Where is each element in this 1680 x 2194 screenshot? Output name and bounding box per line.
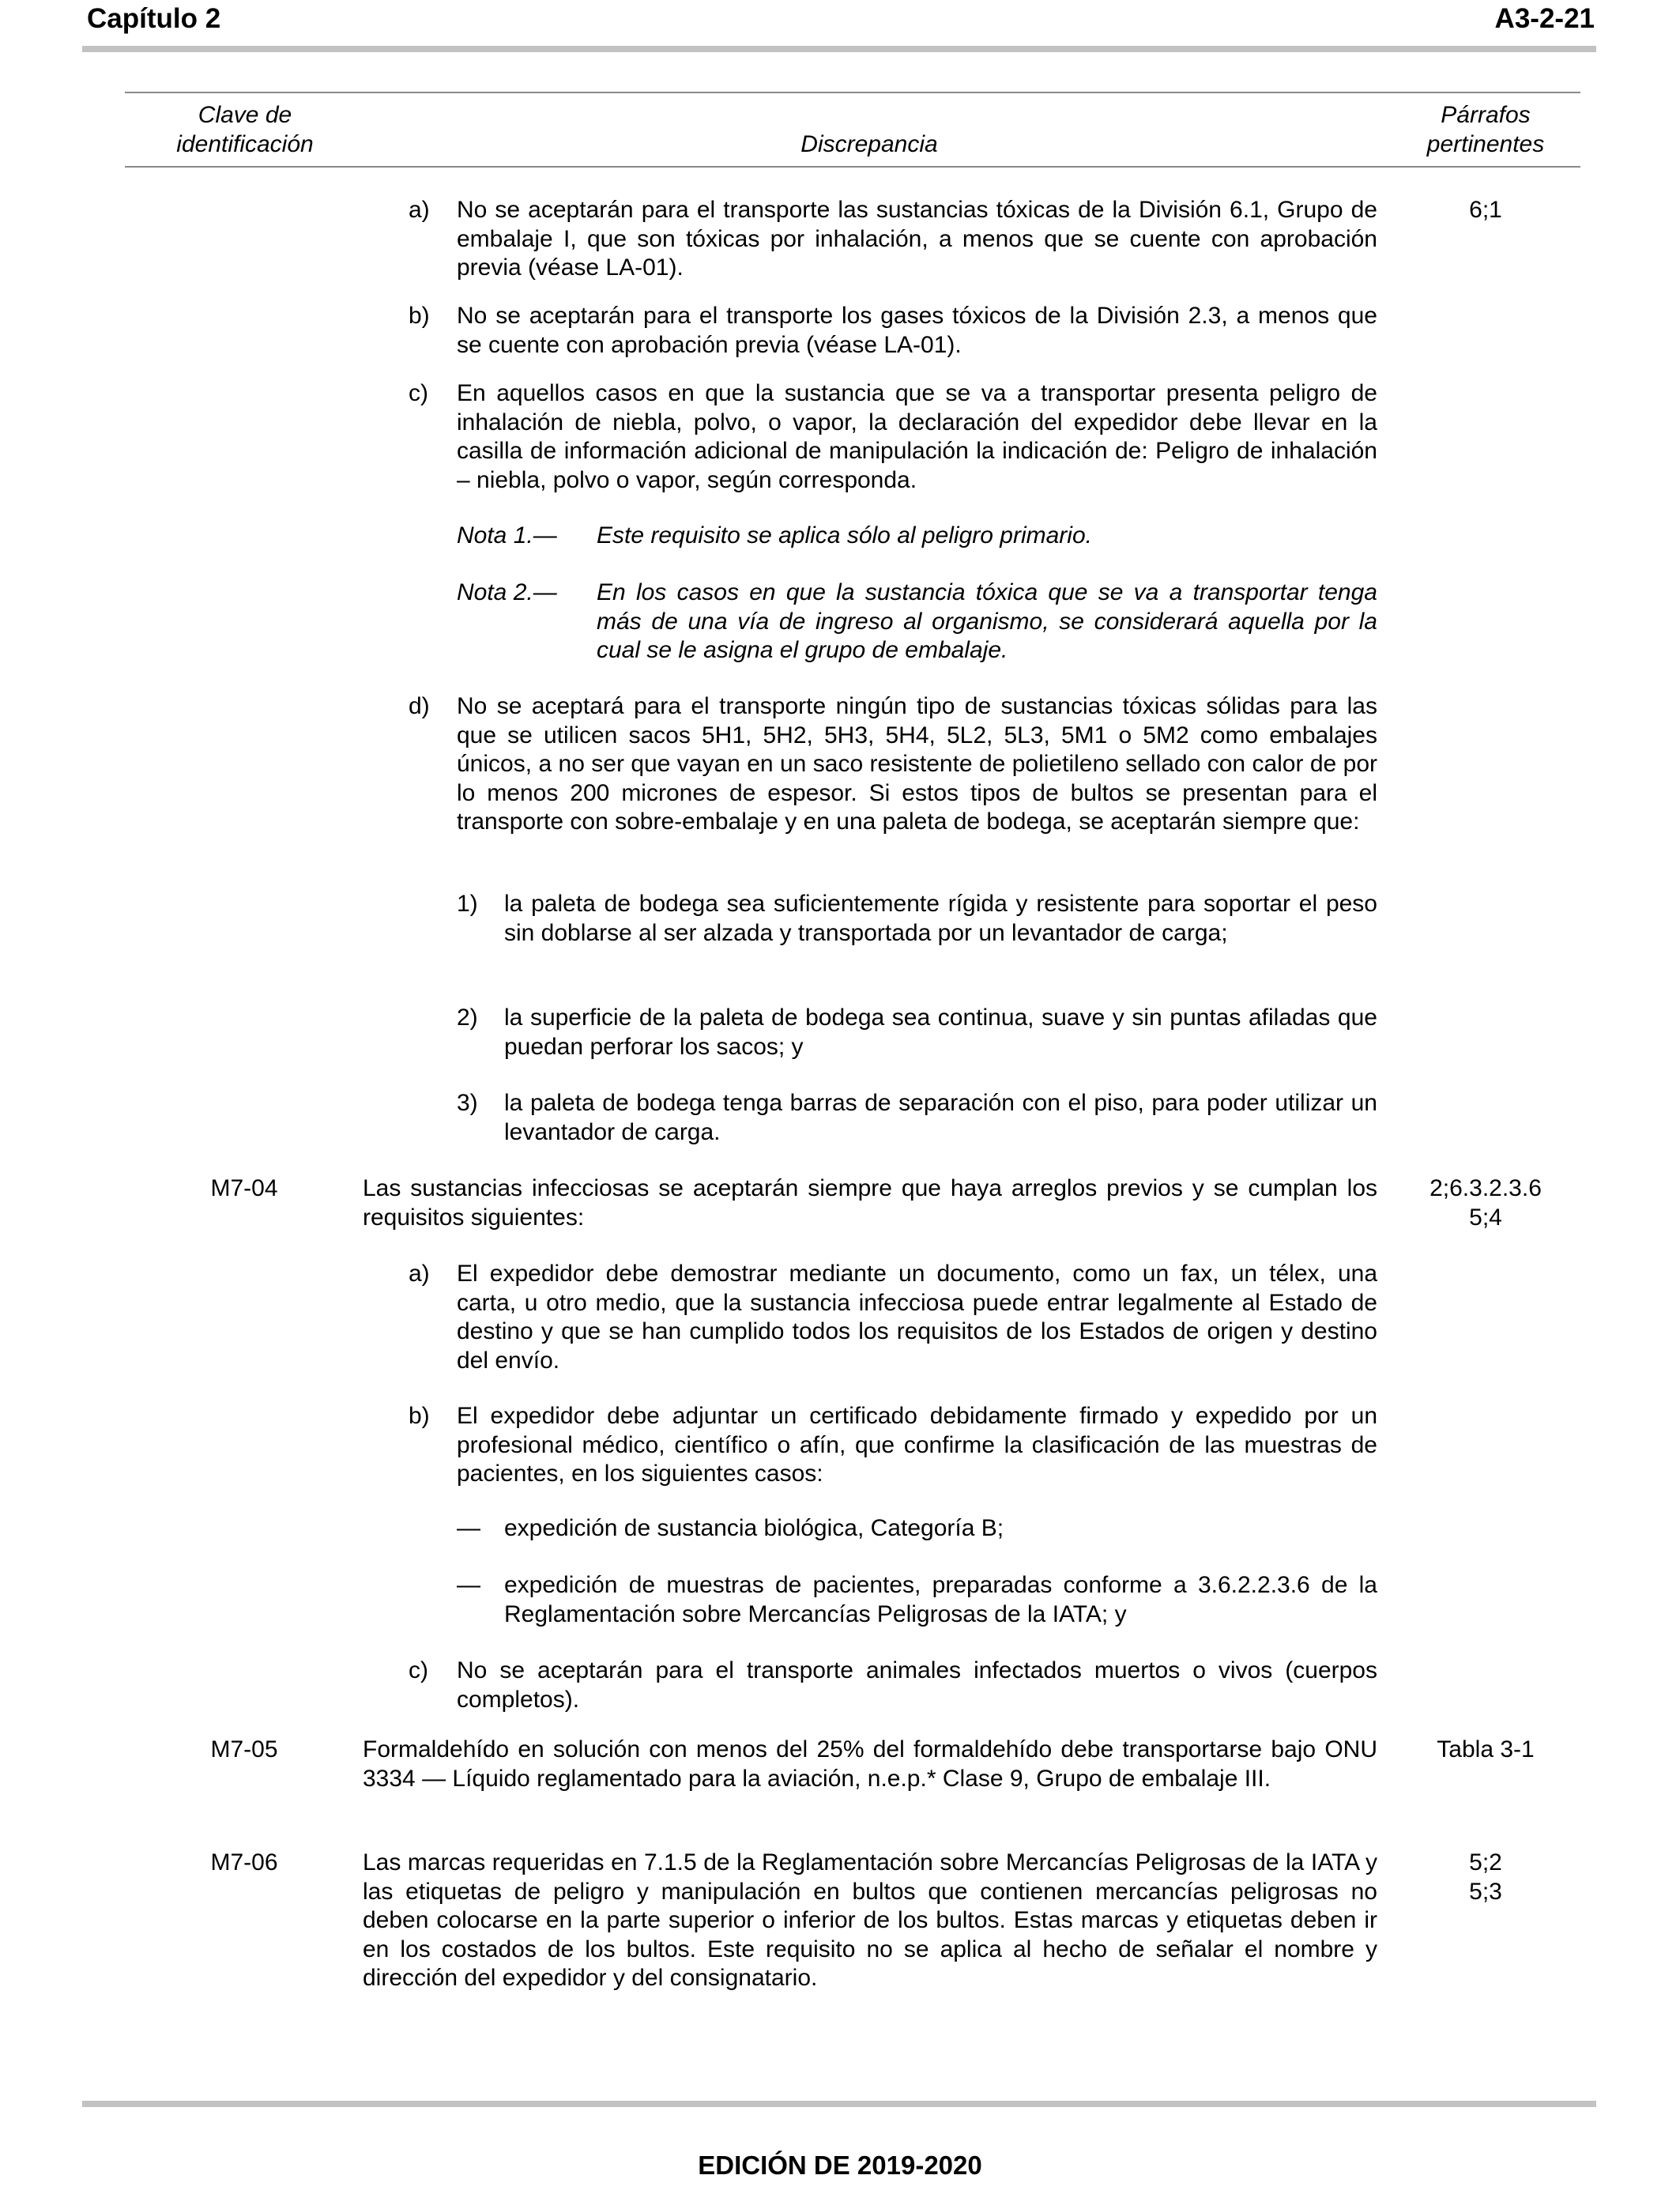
item-text-d: No se aceptará para el transporte ningún tipo de sustancias tóxicas sólidas para las que se utilicen sacos 5H1, 5H2, 5H3, 5H4, 5L2, 5L3, 5M1 o 5M2 como embalajes únicos, a no ser que vayan en un saco resistente de polietileno sellado con calor de por lo menos 200 micrones de espesor. Si estos tipos de bultos se presentan para el transporte con sobre-embalaje y en una paleta de bodega, se aceptarán siempre que: bbox=[457, 693, 1377, 835]
dash-text-1: expedición de sustancia biológica, Categoría B; bbox=[504, 1515, 1004, 1541]
subitem-text-2: la superficie de la paleta de bodega sea continua, suave y sin puntas afiladas que puedan perforar los sacos; y bbox=[504, 1005, 1377, 1060]
paragraph-ref: 6;1 bbox=[1469, 197, 1502, 223]
m7-06-text: Las marcas requeridas en 7.1.5 de la Reglamentación sobre Mercancías Peligrosas de la IATA y las etiquetas de peligro y manipulación en bultos que contienen mercancías peligrosas no deben colocarse en la parte superior o inferior de los bultos. Estas marcas y etiquetas deben ir en los costados de los bultos. Este requisito no se aplica al hecho de señalar el nombre y dirección del expedidor y del consignatario. bbox=[363, 1849, 1377, 1992]
footer-divider bbox=[82, 2101, 1596, 2107]
item-label-c: c) bbox=[409, 1657, 428, 1683]
subitem-label-2: 2) bbox=[457, 1005, 478, 1031]
column-header-discrepancy: Discrepancia bbox=[800, 131, 938, 157]
key-m7-05: M7-05 bbox=[210, 1736, 278, 1762]
paragraph-ref: 2;6.3.2.3.6 5;4 bbox=[1430, 1175, 1542, 1231]
item-label-b: b) bbox=[409, 1403, 430, 1429]
key-m7-04: M7-04 bbox=[210, 1175, 278, 1201]
subitem-text-1: la paleta de bodega sea suficientemente rígida y resistente para soportar el peso sin doblarse al ser alzada y transportada por un levantador de carga; bbox=[504, 891, 1377, 946]
note-text-1: Este requisito se aplica sólo al peligro primario. bbox=[597, 522, 1092, 548]
table-header-rule bbox=[125, 166, 1580, 168]
table-top-rule bbox=[125, 92, 1580, 93]
subitem-label-1: 1) bbox=[457, 891, 478, 917]
item-text-c: No se aceptarán para el transporte animales infectados muertos o vivos (cuerpos completos). bbox=[457, 1657, 1377, 1713]
item-label-a: a) bbox=[409, 1261, 430, 1287]
item-label-a: a) bbox=[409, 197, 430, 223]
header-divider bbox=[82, 46, 1596, 52]
dash-label-1: — bbox=[457, 1515, 480, 1541]
item-text-a: El expedidor debe demostrar mediante un documento, como un fax, un télex, una carta, u otro medio, que la sustancia infecciosa puede entrar legalmente al Estado de destino y que se han cumplido todos los requisitos de los Estados de origen y destino del envío. bbox=[457, 1261, 1377, 1374]
paragraph-ref: Tabla 3-1 bbox=[1437, 1736, 1535, 1762]
item-text-b: El expedidor debe adjuntar un certificado debidamente firmado y expedido por un profesional médico, científico o afín, que confirme la clasificación de las muestras de pacientes, en los siguientes casos: bbox=[457, 1403, 1377, 1487]
item-text-b: No se aceptarán para el transporte los gases tóxicos de la División 2.3, a menos que se cuente con aprobación previa (véase LA-01). bbox=[457, 303, 1377, 358]
paragraph-ref: 5;2 5;3 bbox=[1469, 1849, 1502, 1905]
edition-footer: EDICIÓN DE 2019-2020 bbox=[698, 2151, 982, 2180]
item-text-a: No se aceptarán para el transporte las sustancias tóxicas de la División 6.1, Grupo de embalaje I, que son tóxicas por inhalación, a menos que se cuente con aprobación previa (véase LA-01). bbox=[457, 197, 1377, 281]
dash-text-2: expedición de muestras de pacientes, preparadas conforme a 3.6.2.2.3.6 de la Reglamentación sobre Mercancías Peligrosas de la IATA; y bbox=[504, 1572, 1377, 1627]
key-m7-06: M7-06 bbox=[210, 1849, 278, 1875]
note-label-1: Nota 1.— bbox=[457, 522, 557, 548]
item-label-d: d) bbox=[409, 693, 430, 719]
subitem-text-3: la paleta de bodega tenga barras de separación con el piso, para poder utilizar un levantador de carga. bbox=[504, 1090, 1377, 1145]
item-text-c: En aquellos casos en que la sustancia que se va a transportar presenta peligro de inhalación de niebla, polvo, o vapor, la declaración del expedidor debe llevar en la casilla de información adicional de manipulación la indicación de: Peligro de inhalación – niebla, polvo o vapor, según corresponda. bbox=[457, 380, 1377, 493]
dash-label-2: — bbox=[457, 1572, 480, 1598]
item-label-b: b) bbox=[409, 303, 430, 329]
subitem-label-3: 3) bbox=[457, 1090, 478, 1116]
m7-04-intro: Las sustancias infecciosas se aceptarán siempre que haya arreglos previos y se cumplan los requisitos siguientes: bbox=[363, 1175, 1377, 1231]
column-header-paragraphs: Párrafos pertinentes bbox=[1426, 102, 1545, 157]
item-label-c: c) bbox=[409, 380, 428, 406]
page-number: A3-2-21 bbox=[1494, 3, 1595, 34]
note-label-2: Nota 2.— bbox=[457, 579, 557, 605]
chapter-title: Capítulo 2 bbox=[87, 3, 221, 34]
note-text-2: En los casos en que la sustancia tóxica que se va a transportar tenga más de una vía de ingreso al organismo, se considerará aquella por la cual se le asigna el grupo de embalaje. bbox=[597, 579, 1377, 664]
column-header-key: Clave de identificación bbox=[176, 102, 314, 157]
m7-05-text: Formaldehído en solución con menos del 25% del formaldehído debe transportarse bajo ONU 3334 — Líquido reglamentado para la aviación, n.e.p.* Clase 9, Grupo de embalaje III. bbox=[363, 1736, 1377, 1792]
